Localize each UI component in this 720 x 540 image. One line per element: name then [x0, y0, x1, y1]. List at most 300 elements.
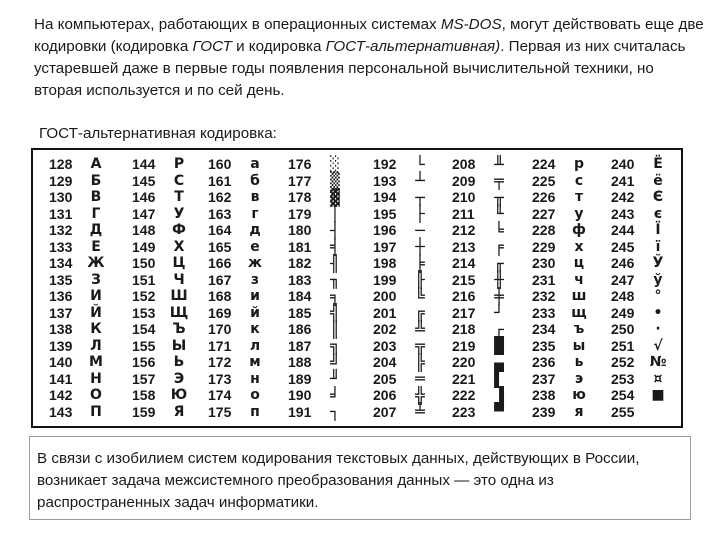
intro-gost: ГОСТ	[192, 38, 232, 55]
code-number: 163	[208, 205, 232, 222]
code-character: ╨	[494, 154, 504, 174]
code-number: 192	[373, 156, 397, 173]
code-number: 161	[208, 172, 232, 189]
code-number: 229	[532, 238, 556, 255]
table-cell	[373, 387, 431, 404]
code-number: 255	[611, 403, 635, 420]
table-cell	[49, 387, 107, 404]
table-cell	[132, 354, 190, 371]
intro-msdos: MS-DOS	[440, 16, 502, 33]
code-character: │	[330, 204, 340, 224]
table-cell	[288, 272, 346, 289]
table-cell	[532, 272, 590, 289]
table-cell	[611, 272, 669, 289]
code-character: Щ	[169, 304, 189, 321]
table-caption: ГОСТ-альтернативная кодировка:	[39, 125, 277, 142]
code-number: 202	[373, 321, 397, 338]
table-cell	[49, 156, 107, 173]
code-character: ▓	[330, 187, 340, 207]
code-number: 155	[132, 337, 156, 354]
code-character: ■	[651, 387, 665, 404]
code-number: 146	[132, 189, 156, 206]
code-character: ╒	[494, 237, 504, 257]
code-number: 141	[49, 370, 73, 387]
table-cell	[373, 371, 431, 388]
code-character: Н	[90, 370, 102, 387]
code-number: 193	[373, 172, 397, 189]
code-character: ┤	[330, 220, 340, 240]
code-character: ш	[571, 288, 587, 305]
code-number: 182	[288, 255, 312, 272]
code-character: Ы	[171, 337, 187, 354]
code-number: 132	[49, 222, 73, 239]
code-character: с	[574, 172, 584, 189]
table-cell	[532, 206, 590, 223]
code-number: 156	[132, 354, 156, 371]
table-cell	[208, 255, 266, 272]
table-cell	[49, 239, 107, 256]
code-character: Э	[173, 370, 185, 387]
code-character: а	[250, 156, 260, 173]
code-number: 210	[452, 189, 476, 206]
intro-paragraph	[34, 14, 704, 102]
table-cell	[611, 288, 669, 305]
table-cell	[373, 206, 431, 223]
code-number: 234	[532, 321, 556, 338]
code-number: 148	[132, 222, 156, 239]
code-character: Ш	[170, 288, 188, 305]
code-number: 147	[132, 205, 156, 222]
code-number: 131	[49, 205, 73, 222]
code-character: ╩	[415, 319, 425, 339]
code-character: ╕	[330, 286, 340, 306]
table-cell	[288, 206, 346, 223]
table-cell	[611, 387, 669, 404]
code-number: 232	[532, 288, 556, 305]
table-cell	[132, 173, 190, 190]
code-character: √	[653, 337, 663, 354]
code-number: 142	[49, 387, 73, 404]
code-number: 187	[288, 337, 312, 354]
code-number: 219	[452, 337, 476, 354]
table-cell	[373, 239, 431, 256]
code-number: 214	[452, 255, 476, 272]
code-character: ╤	[494, 171, 504, 191]
encoding-table	[31, 148, 683, 428]
code-character: к	[250, 321, 260, 338]
code-character: Д	[89, 222, 103, 239]
code-number: 250	[611, 321, 635, 338]
table-cell	[208, 404, 266, 421]
code-number: 154	[132, 321, 156, 338]
code-character: П	[90, 403, 102, 420]
code-character: ¤	[653, 370, 663, 387]
code-number: 201	[373, 304, 397, 321]
code-character: ║	[330, 319, 340, 339]
code-number: 184	[288, 288, 312, 305]
code-character: И	[90, 288, 102, 305]
code-character: Г	[91, 205, 101, 222]
code-number: 195	[373, 205, 397, 222]
table-column	[208, 156, 266, 420]
table-cell	[373, 173, 431, 190]
code-character: ь	[574, 354, 584, 371]
table-cell	[373, 404, 431, 421]
table-cell	[611, 239, 669, 256]
table-cell	[611, 338, 669, 355]
table-cell	[532, 288, 590, 305]
table-cell	[49, 305, 107, 322]
table-cell	[49, 321, 107, 338]
table-cell	[532, 255, 590, 272]
code-number: 166	[208, 255, 232, 272]
table-cell	[373, 354, 431, 371]
code-character: З	[91, 271, 101, 288]
code-number: 222	[452, 387, 476, 404]
code-character: ф	[572, 222, 586, 239]
table-cell	[532, 321, 590, 338]
table-cell	[532, 222, 590, 239]
code-number: 208	[452, 156, 476, 173]
code-number: 247	[611, 271, 635, 288]
code-number: 188	[288, 354, 312, 371]
code-number: 200	[373, 288, 397, 305]
code-character: е	[250, 238, 260, 255]
table-cell	[132, 255, 190, 272]
table-cell	[49, 255, 107, 272]
code-character: ъ	[573, 321, 585, 338]
intro-and: и	[231, 38, 249, 55]
code-character: з	[250, 271, 260, 288]
code-number: 189	[288, 370, 312, 387]
table-column	[532, 156, 590, 420]
table-cell	[132, 404, 190, 421]
code-character: ┐	[330, 402, 340, 422]
code-character: ╬	[415, 385, 425, 405]
code-number: 157	[132, 370, 156, 387]
intro-text-1: На компьютерах, работающих в операционных системах	[34, 16, 441, 33]
code-character: ╖	[330, 270, 340, 290]
table-cell	[452, 206, 510, 223]
code-number: 218	[452, 321, 476, 338]
table-cell	[611, 404, 669, 421]
code-character: О	[90, 387, 102, 404]
code-number: 145	[132, 172, 156, 189]
code-number: 248	[611, 288, 635, 305]
code-number: 225	[532, 172, 556, 189]
code-character: ╔	[415, 303, 425, 323]
code-number: 180	[288, 222, 312, 239]
table-cell	[49, 404, 107, 421]
table-column	[132, 156, 190, 420]
code-number: 211	[452, 205, 475, 222]
table-cell	[132, 206, 190, 223]
code-number: 178	[288, 189, 312, 206]
table-cell	[452, 404, 510, 421]
code-number: 137	[49, 304, 73, 321]
table-cell	[532, 156, 590, 173]
table-cell	[611, 206, 669, 223]
code-character: Л	[90, 337, 102, 354]
code-character: Х	[173, 238, 185, 255]
footer-text: В связи с изобилием систем кодирования текстовых данных, действующих в России, возникает задача межсистемного преобразования данных — это одна из распространенных задач информатики.	[37, 450, 640, 511]
code-character: Є	[652, 189, 664, 206]
code-number: 165	[208, 238, 232, 255]
code-number: 241	[611, 172, 635, 189]
code-number: 191	[288, 403, 312, 420]
table-cell	[532, 239, 590, 256]
table-cell	[49, 206, 107, 223]
table-cell	[611, 371, 669, 388]
code-character: Ї	[655, 222, 661, 239]
code-character: б	[250, 172, 260, 189]
table-cell	[49, 173, 107, 190]
table-cell	[288, 305, 346, 322]
code-character: ╛	[330, 385, 340, 405]
code-number: 206	[373, 387, 397, 404]
code-character: д	[249, 222, 261, 239]
code-character: и	[250, 288, 260, 305]
code-number: 254	[611, 387, 635, 404]
code-character: г	[251, 205, 259, 222]
code-number: 235	[532, 337, 556, 354]
intro-text-2: , могут действовать еще две кодировки (кодировка	[34, 16, 704, 55]
code-number: 170	[208, 321, 232, 338]
table-cell	[132, 239, 190, 256]
table-cell	[373, 305, 431, 322]
code-number: 212	[452, 222, 476, 239]
code-character: В	[90, 189, 102, 206]
code-character: я	[574, 403, 584, 420]
table-cell	[611, 173, 669, 190]
code-character: ў	[653, 271, 663, 288]
code-character: ╗	[330, 336, 340, 356]
code-number: 129	[49, 172, 73, 189]
table-cell	[611, 255, 669, 272]
code-character: ч	[574, 271, 584, 288]
code-number: 209	[452, 172, 476, 189]
code-character: ╝	[330, 352, 340, 372]
code-number: 196	[373, 222, 397, 239]
code-number: 149	[132, 238, 156, 255]
code-character: Т	[174, 189, 184, 206]
code-character: й	[250, 304, 260, 321]
table-cell	[452, 156, 510, 173]
code-number: 153	[132, 304, 156, 321]
code-character: ╟	[415, 270, 425, 290]
table-cell	[452, 371, 510, 388]
code-character: Я	[173, 403, 185, 420]
table-cell	[611, 354, 669, 371]
code-character: т	[574, 189, 584, 206]
code-character: н	[250, 370, 260, 387]
code-character: ё	[653, 172, 663, 189]
code-character: ┬	[415, 187, 425, 207]
table-cell	[132, 288, 190, 305]
code-character: Ь	[173, 354, 185, 371]
code-character: р	[573, 156, 585, 173]
code-character: С	[173, 172, 185, 189]
code-number: 151	[132, 271, 156, 288]
code-character: █	[494, 336, 504, 356]
code-character: м	[249, 354, 261, 371]
code-number: 168	[208, 288, 232, 305]
table-cell	[208, 156, 266, 173]
code-character: ╡	[330, 237, 340, 257]
code-number: 215	[452, 271, 476, 288]
code-number: 213	[452, 238, 476, 255]
code-character: у	[574, 205, 584, 222]
table-cell	[132, 338, 190, 355]
table-cell	[452, 387, 510, 404]
table-cell	[532, 189, 590, 206]
code-number: 176	[288, 156, 312, 173]
code-character: Ф	[172, 222, 186, 239]
table-cell	[373, 321, 431, 338]
code-number: 198	[373, 255, 397, 272]
table-cell	[532, 404, 590, 421]
table-cell	[208, 338, 266, 355]
code-number: 221	[452, 370, 476, 387]
code-number: 167	[208, 271, 232, 288]
table-cell	[452, 305, 510, 322]
code-character: •	[653, 304, 663, 321]
code-character: Ё	[653, 156, 663, 173]
code-number: 228	[532, 222, 556, 239]
table-cell	[452, 173, 510, 190]
table-cell	[49, 272, 107, 289]
code-character: ╜	[330, 369, 340, 389]
code-character: ░	[330, 154, 340, 174]
code-number: 185	[288, 304, 312, 321]
intro-gost-alt: ГОСТ-альтернативная)	[325, 38, 501, 55]
table-cell	[532, 387, 590, 404]
table-cell	[132, 222, 190, 239]
code-character: ╫	[494, 270, 504, 290]
code-number: 139	[49, 337, 73, 354]
table-cell	[132, 156, 190, 173]
code-number: 205	[373, 370, 397, 387]
code-number: 138	[49, 321, 73, 338]
code-character: ▄	[494, 352, 504, 372]
code-character: К	[90, 321, 102, 338]
table-cell	[208, 321, 266, 338]
code-number: 152	[132, 288, 156, 305]
code-number: 252	[611, 354, 635, 371]
code-number: 197	[373, 238, 397, 255]
code-character: ╠	[415, 352, 425, 372]
code-character: ╙	[494, 204, 504, 224]
code-number: 199	[373, 271, 397, 288]
code-character: ╦	[415, 336, 425, 356]
code-number: 220	[452, 354, 476, 371]
table-cell	[452, 239, 510, 256]
code-number: 134	[49, 255, 73, 272]
code-character: Б	[90, 172, 102, 189]
code-number: 216	[452, 288, 476, 305]
code-character: Ж	[87, 255, 105, 272]
code-number: 203	[373, 337, 397, 354]
code-character: ї	[655, 238, 661, 255]
table-cell	[288, 156, 346, 173]
code-character: А	[90, 156, 102, 173]
code-character: Й	[90, 304, 102, 321]
code-number: 183	[288, 271, 312, 288]
code-number: 172	[208, 354, 232, 371]
code-character: ╢	[330, 253, 340, 273]
table-cell	[611, 189, 669, 206]
code-character: ╞	[415, 253, 425, 273]
table-cell	[532, 173, 590, 190]
code-number: 135	[49, 271, 73, 288]
code-number: 128	[49, 156, 73, 173]
table-cell	[49, 222, 107, 239]
table-cell	[132, 371, 190, 388]
code-number: 175	[208, 403, 232, 420]
code-character: Е	[91, 238, 101, 255]
code-number: 244	[611, 222, 635, 239]
code-number: 207	[373, 403, 397, 420]
code-number: 217	[452, 304, 476, 321]
table-cell	[208, 305, 266, 322]
code-character: Р	[173, 156, 185, 173]
table-cell	[132, 321, 190, 338]
table-cell	[452, 272, 510, 289]
code-character: ┴	[415, 171, 425, 191]
code-number: 150	[132, 255, 156, 272]
intro-gost-alt-prefix: кодировка	[248, 38, 326, 55]
code-character: ╪	[494, 286, 504, 306]
code-number: 181	[288, 238, 312, 255]
code-number: 160	[208, 156, 232, 173]
code-number: 177	[288, 172, 312, 189]
code-character: ▌	[494, 369, 504, 389]
table-cell	[49, 338, 107, 355]
code-number: 239	[532, 403, 556, 420]
code-number: 224	[532, 156, 556, 173]
table-cell	[611, 156, 669, 173]
table-cell	[288, 255, 346, 272]
table-cell	[49, 354, 107, 371]
code-character: л	[249, 337, 261, 354]
code-number: 240	[611, 156, 635, 173]
table-cell	[208, 387, 266, 404]
table-column	[611, 156, 669, 420]
table-cell	[208, 239, 266, 256]
code-number: 174	[208, 387, 232, 404]
table-cell	[208, 354, 266, 371]
code-number: 231	[532, 271, 556, 288]
code-number: 243	[611, 205, 635, 222]
table-cell	[373, 338, 431, 355]
table-cell	[208, 222, 266, 239]
code-character: в	[250, 189, 260, 206]
table-cell	[208, 206, 266, 223]
code-number: 246	[611, 255, 635, 272]
code-character: ю	[572, 387, 586, 404]
code-number: 242	[611, 189, 635, 206]
table-cell	[288, 387, 346, 404]
code-character: ╚	[415, 286, 425, 306]
table-cell	[532, 354, 590, 371]
table-cell	[288, 371, 346, 388]
code-character: ┘	[494, 303, 504, 323]
code-character: Ъ	[172, 321, 186, 338]
code-character: М	[89, 354, 103, 371]
code-character: °	[654, 288, 662, 305]
table-cell	[288, 321, 346, 338]
code-character: ─	[415, 220, 425, 240]
